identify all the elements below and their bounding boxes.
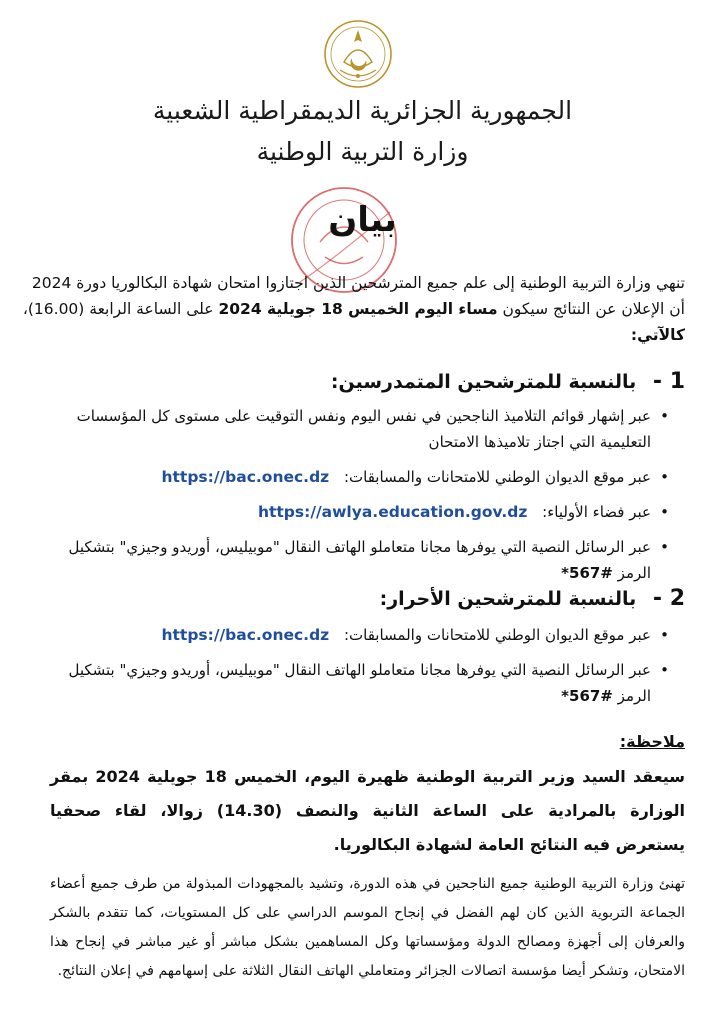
section-title: بالنسبة للمترشحين المتمدرسين:: [330, 371, 637, 393]
intro-line-start: أن الإعلان عن النتائج سيكون: [497, 300, 685, 318]
sms-code: *567#: [561, 564, 613, 582]
list-item: [50, 534, 669, 586]
intro-line-end: على الساعة الرابعة (16.00)،: [22, 300, 219, 318]
list-item: [50, 403, 669, 455]
awlya-link[interactable]: https://awlya.education.gov.dz: [257, 503, 528, 521]
list-item-text: عبر الرسائل النصية التي يوفرها مجانا متعاملو الهاتف النقال "موبيليس، أوريدو وجيزي" بتشكيل الرمز: [68, 661, 651, 705]
intro-paragraph: [22, 270, 685, 348]
section-list: [50, 403, 669, 595]
onec-link[interactable]: https://bac.onec.dz: [161, 626, 330, 644]
national-emblem-icon: [322, 18, 394, 90]
announcement-time: مساء اليوم الخميس 18 جويلية 2024: [218, 300, 498, 318]
section-heading: [50, 586, 685, 611]
onec-link[interactable]: https://bac.onec.dz: [161, 468, 330, 486]
section-list: [50, 622, 669, 718]
ministry-name: وزارة التربية الوطنية: [256, 137, 469, 166]
intro-line: [22, 296, 685, 322]
list-item: [50, 499, 669, 525]
intro-line: كالآتي:: [630, 326, 685, 344]
closing-paragraph: تهنئ وزارة التربية الوطنية جميع الناجحين في هذه الدورة، وتشيد بالمجهودات المبذولة من طرف جميع أعضاء الجماعة التربوية الذين كان لهم الفضل في إنجاح الموسم الدراسي على كل المستويات، كما تتقدم بالشكر والعرفان إلى أجهزة ومصالح الدولة ومؤسساتها وكل المساهمين بشكل مباشر أو غير مباشر في إنجاح هذا الامتحان، وتشكر أيضا مؤسسة اتصالات الجزائر ومتعاملي الهاتف النقال الثلاثة على إسهامهم في إعلان النتائج.: [50, 876, 685, 979]
list-item-text: عبر موقع الديوان الوطني للامتحانات والمسابقات:: [343, 626, 651, 644]
sms-code: *567#: [561, 687, 613, 705]
note-text: سيعقد السيد وزير التربية الوطنية ظهيرة اليوم، الخميس 18 جويلية 2024 بمقر الوزارة بالمرادية على الساعة الثانية والنصف (14.30) زوالا، لقاء صحفيا يستعرض فيه النتائج العامة لشهادة البكالوريا.: [50, 767, 685, 854]
list-item-text: عبر إشهار قوائم التلاميذ الناجحين في نفس اليوم ونفس التوقيت على مستوى كل المؤسسات التعليمية التي اجتاز تلاميذها الامتحان: [76, 407, 651, 451]
intro-line: تنهي وزارة التربية الوطنية إلى علم جميع المترشحين الذين اجتازوا امتحان شهادة البكالوريا دورة 2024: [31, 274, 685, 292]
list-item: [50, 464, 669, 490]
list-item-text: عبر موقع الديوان الوطني للامتحانات والمسابقات:: [343, 468, 651, 486]
note-heading: ملاحظة:: [619, 732, 685, 751]
section-title: بالنسبة للمترشحين الأحرار:: [379, 588, 637, 610]
country-name: الجمهورية الجزائرية الديمقراطية الشعبية: [152, 96, 573, 125]
list-item-text: عبر فضاء الأولياء:: [542, 503, 651, 521]
section-number: 1 -: [652, 369, 685, 394]
document-title: بيان: [328, 200, 397, 240]
section-number: 2 -: [652, 586, 685, 611]
list-item: [50, 622, 669, 648]
list-item: [50, 657, 669, 709]
section-heading: [50, 369, 685, 394]
list-item-text: عبر الرسائل النصية التي يوفرها مجانا متعاملو الهاتف النقال "موبيليس، أوريدو وجيزي" بتشكيل الرمز: [68, 538, 651, 582]
